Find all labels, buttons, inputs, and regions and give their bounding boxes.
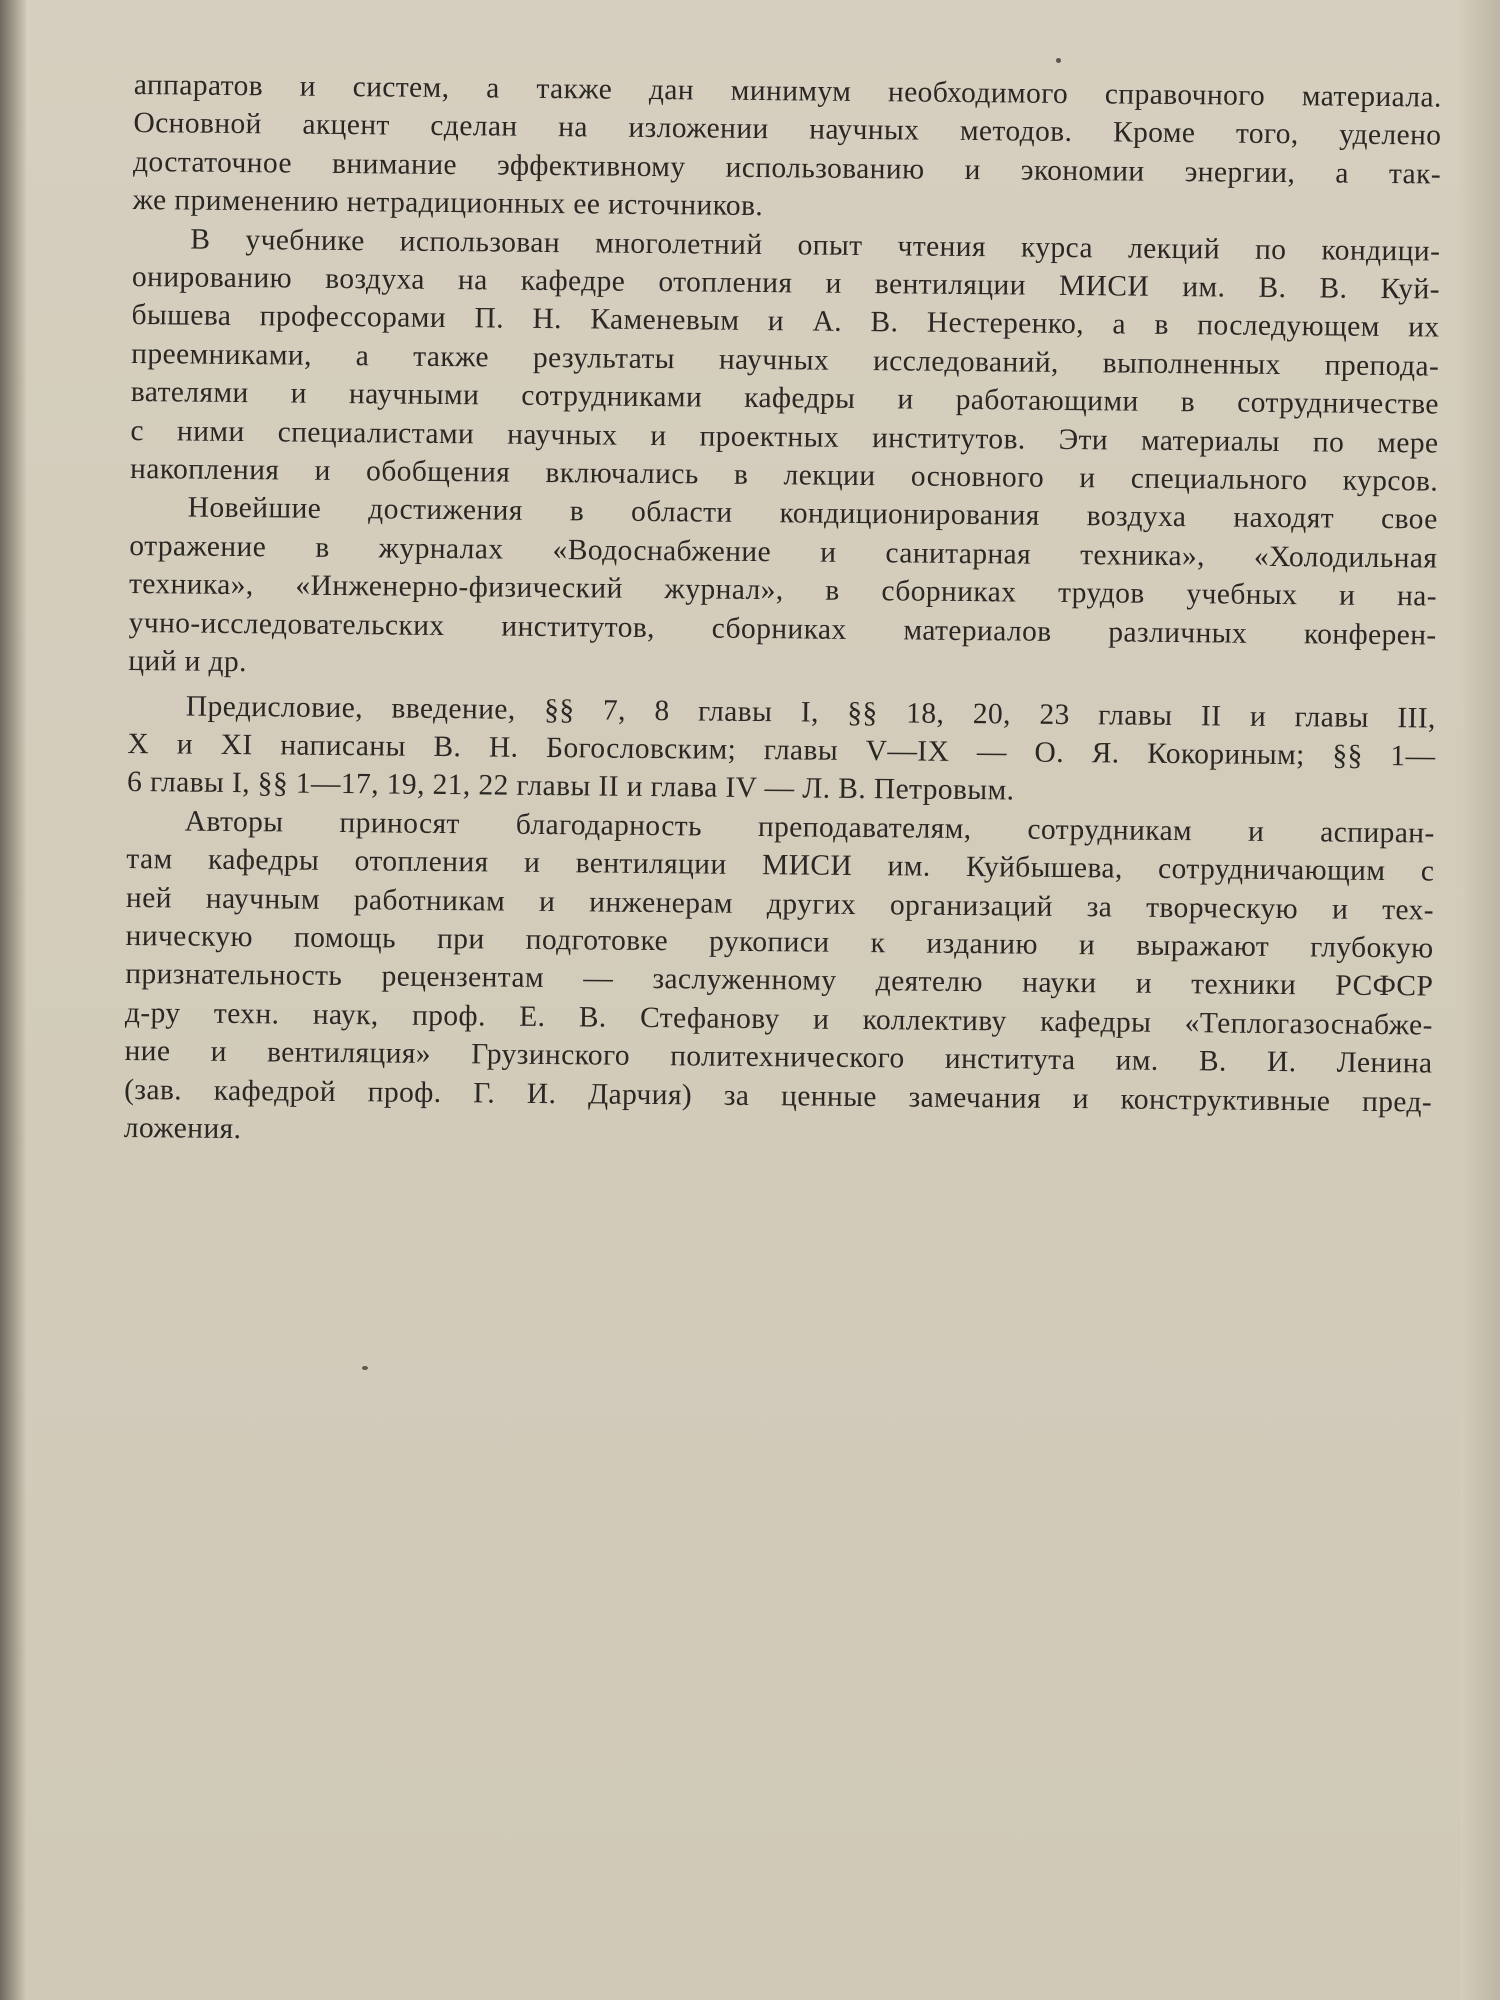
- text-line: Новейшие достижения в области кондиционирования воздуха находят свое: [187, 492, 1438, 537]
- text-line: накопления и обобщения включались в лекции основного и специального курсов.: [129, 453, 1439, 498]
- text-line: 6 главы I, §§ 1—17, 19, 21, 22 главы II и глава IV — Л. В. Петровым.: [126, 766, 1015, 807]
- text-line: (зав. кафедрой проф. Г. И. Дарчия) за ценные замечания и конструктивные пред-: [124, 1073, 1433, 1119]
- text-line: ние и вентиляция» Грузинского политехнического института им. В. И. Ленина: [124, 1035, 1433, 1080]
- text-line: Основной акцент сделан на изложении научных методов. Кроме того, уделено: [133, 107, 1442, 152]
- paragraph-4: [127, 686, 1436, 814]
- page-text: [124, 66, 1442, 1160]
- text-line: отражение в журналах «Водоснабжение и санитарная техника», «Холодильная: [129, 529, 1438, 575]
- paper-speck: [1056, 58, 1061, 63]
- text-line: достаточное внимание эффективному использованию и экономии энергии, а так-: [132, 145, 1442, 191]
- page-edge-shadow: [1460, 0, 1500, 2000]
- text-line: д-ру техн. наук, проф. Е. В. Стефанову и коллективу кафедры «Теплогазоснабже-: [124, 996, 1434, 1042]
- text-line: преемниками, а также результаты научных исследований, выполненных препода-: [131, 337, 1440, 383]
- paper-speck: [362, 1366, 368, 1370]
- text-line: онированию воздуха на кафедре отопления и вентиляции МИСИ им. В. В. Куй-: [131, 261, 1441, 306]
- text-line: с ними специалистами научных и проектных институтов. Эти материалы по мере: [130, 414, 1439, 460]
- text-line: ложения.: [123, 1111, 242, 1146]
- text-line: Предисловие, введение, §§ 7, 8 главы I, §§ 18, 20, 23 главы II и главы III,: [185, 690, 1436, 735]
- book-page: [26, 0, 1460, 2000]
- text-line: В учебнике использован многолетний опыт чтения курса лекций по кондици-: [190, 223, 1441, 268]
- text-line: техника», «Инженерно-физический журнал», в сборниках трудов учебных и на-: [128, 568, 1438, 613]
- text-line: X и XI написаны В. Н. Богословским; главы V—IX — О. Я. Кокориным; §§ 1—: [127, 727, 1436, 773]
- paragraph-3: [128, 488, 1438, 693]
- text-line: ней научным работникам и инженерам других организаций за творческую и тех-: [125, 881, 1435, 927]
- book-gutter-shadow: [0, 0, 26, 2000]
- text-line: ций и др.: [128, 645, 248, 679]
- text-line: аппаратов и систем, а также дан минимум необходимого справочного материала.: [133, 68, 1442, 114]
- text-line: признательность рецензентам — заслуженному деятелю науки и техники РСФСР: [125, 958, 1434, 1003]
- text-line: ническую помощь при подготовке рукописи к изданию и выражают глубокую: [125, 919, 1434, 965]
- text-line: вателями и научными сотрудниками кафедры и работающими в сотрудничестве: [130, 376, 1439, 421]
- text-line: там кафедры отопления и вентиляции МИСИ им. Куйбышева, сотрудничающим с: [126, 843, 1435, 888]
- paragraph-1: [133, 66, 1442, 232]
- text-line: же применению нетрадиционных ее источников.: [132, 184, 764, 223]
- text-line: бышева профессорами П. Н. Каменевым и А. В. Нестеренко, а в последующем их: [131, 299, 1440, 344]
- text-line: учно-исследовательских институтов, сборниках материалов различных конферен-: [128, 606, 1437, 652]
- paragraph-5: [124, 802, 1435, 1160]
- paragraph-2: [130, 220, 1441, 501]
- text-line: Авторы приносят благодарность преподавателям, сотрудникам и аспиран-: [184, 805, 1435, 850]
